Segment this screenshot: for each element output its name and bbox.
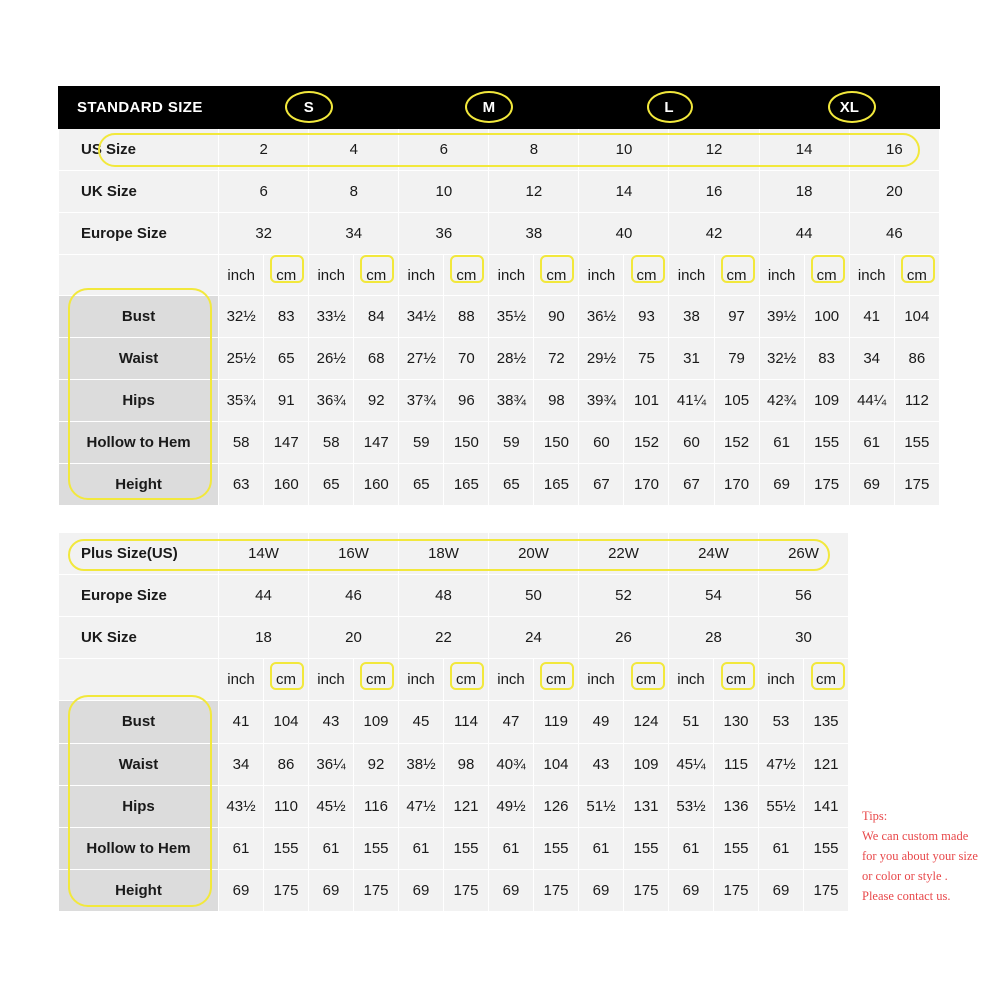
cell: 83 [804, 338, 849, 380]
cell: 8 [489, 128, 579, 170]
cell: 63 [219, 464, 264, 506]
cell: 42¾ [759, 380, 804, 422]
cell: 33½ [309, 296, 354, 338]
row-label-bust: Bust [59, 296, 219, 338]
standard-size-table [58, 86, 940, 506]
cell: 61 [669, 827, 714, 869]
cell: 61 [759, 827, 804, 869]
cell: 45½ [309, 785, 354, 827]
size-label-s: S [219, 87, 399, 129]
cell: 58 [309, 422, 354, 464]
cell: 152 [624, 422, 669, 464]
cell: 38 [489, 212, 579, 254]
cell: 43 [579, 743, 624, 785]
cell: 49 [579, 701, 624, 743]
unit-cell: inch [219, 659, 264, 701]
unit-cell: cm [804, 659, 849, 701]
cell: 58 [219, 422, 264, 464]
tips-line-3: for you about your size [862, 849, 978, 863]
cell: 84 [354, 296, 399, 338]
cell: 112 [894, 380, 939, 422]
tips-line-2: We can custom made [862, 829, 969, 843]
row-label-hollow-to-hem-2: Hollow to Hem [59, 827, 219, 869]
unit-cell: cm [534, 254, 579, 296]
cell: 114 [444, 701, 489, 743]
cell: 65 [264, 338, 309, 380]
cell: 41¼ [669, 380, 714, 422]
unit-row [59, 659, 849, 701]
cell: 53 [759, 701, 804, 743]
cell: 36¾ [309, 380, 354, 422]
cell: 12 [489, 170, 579, 212]
unit-cell: inch [489, 254, 534, 296]
cell: 160 [264, 464, 309, 506]
cell: 24 [489, 617, 579, 659]
cell: 83 [264, 296, 309, 338]
cell: 35¾ [219, 380, 264, 422]
cell: 28 [669, 617, 759, 659]
cell: 36¼ [309, 743, 354, 785]
unit-row-label-2 [59, 659, 219, 701]
cell: 10 [399, 170, 489, 212]
cell: 43½ [219, 785, 264, 827]
cell: 42 [669, 212, 759, 254]
cell: 175 [534, 869, 579, 911]
cell: 155 [264, 827, 309, 869]
cell: 47½ [399, 785, 444, 827]
cell: 104 [534, 743, 579, 785]
cell: 22W [579, 533, 669, 575]
cell: 32 [219, 212, 309, 254]
cell: 86 [894, 338, 939, 380]
cell: 155 [624, 827, 669, 869]
unit-row [59, 254, 940, 296]
cell: 155 [804, 827, 849, 869]
cell: 34 [309, 212, 399, 254]
cell: 175 [804, 869, 849, 911]
unit-row-label [59, 254, 219, 296]
cell: 170 [624, 464, 669, 506]
cell: 60 [579, 422, 624, 464]
cell: 69 [219, 869, 264, 911]
table-row [59, 128, 940, 170]
unit-cell: cm [354, 659, 399, 701]
cell: 18W [399, 533, 489, 575]
cell: 47½ [759, 743, 804, 785]
cell: 155 [894, 422, 939, 464]
plus-size-table [58, 532, 849, 912]
cell: 25½ [219, 338, 264, 380]
table-row [59, 617, 849, 659]
row-label-hollow-to-hem: Hollow to Hem [59, 422, 219, 464]
cell: 61 [579, 827, 624, 869]
cell: 67 [579, 464, 624, 506]
cell: 96 [444, 380, 489, 422]
table-row [59, 827, 849, 869]
cell: 69 [489, 869, 534, 911]
row-label-uk-size: UK Size [59, 170, 219, 212]
cell: 175 [444, 869, 489, 911]
cell: 36½ [579, 296, 624, 338]
unit-cell: inch [669, 254, 714, 296]
cell: 52 [579, 575, 669, 617]
cell: 104 [264, 701, 309, 743]
row-label-us-size: US Size [59, 128, 219, 170]
table-row [59, 170, 940, 212]
cell: 147 [354, 422, 399, 464]
table-row [59, 701, 849, 743]
cell: 75 [624, 338, 669, 380]
cell: 41 [849, 296, 894, 338]
cell: 59 [489, 422, 534, 464]
tips-line-4: or color or style . [862, 869, 948, 883]
table-row [59, 296, 940, 338]
unit-cell: inch [669, 659, 714, 701]
cell: 155 [354, 827, 399, 869]
cell: 109 [354, 701, 399, 743]
cell: 46 [309, 575, 399, 617]
row-label-europe-size: Europe Size [59, 212, 219, 254]
table-row [59, 533, 849, 575]
cell: 155 [714, 827, 759, 869]
cell: 20 [849, 170, 939, 212]
cell: 44 [219, 575, 309, 617]
tips-line-5: Please contact us. [862, 889, 951, 903]
unit-cell: inch [219, 254, 264, 296]
cell: 119 [534, 701, 579, 743]
cell: 18 [219, 617, 309, 659]
cell: 104 [894, 296, 939, 338]
cell: 59 [399, 422, 444, 464]
cell: 61 [309, 827, 354, 869]
cell: 105 [714, 380, 759, 422]
standard-size-header-row [59, 87, 940, 129]
cell: 175 [264, 869, 309, 911]
cell: 54 [669, 575, 759, 617]
row-label-plus-size-us: Plus Size(US) [59, 533, 219, 575]
cell: 124 [624, 701, 669, 743]
cell: 39½ [759, 296, 804, 338]
cell: 37¾ [399, 380, 444, 422]
cell: 98 [534, 380, 579, 422]
unit-cell: inch [759, 659, 804, 701]
cell: 175 [624, 869, 669, 911]
cell: 4 [309, 128, 399, 170]
cell: 61 [759, 422, 804, 464]
unit-cell: cm [894, 254, 939, 296]
cell: 69 [759, 464, 804, 506]
cell: 38½ [399, 743, 444, 785]
size-label-m: M [399, 87, 579, 129]
cell: 55½ [759, 785, 804, 827]
cell: 20 [309, 617, 399, 659]
row-label-europe-size-2: Europe Size [59, 575, 219, 617]
cell: 39¾ [579, 380, 624, 422]
cell: 45 [399, 701, 444, 743]
cell: 32½ [219, 296, 264, 338]
standard-size-title: STANDARD SIZE [59, 87, 219, 129]
cell: 79 [714, 338, 759, 380]
cell: 26½ [309, 338, 354, 380]
cell: 61 [399, 827, 444, 869]
cell: 135 [804, 701, 849, 743]
unit-cell: inch [579, 254, 624, 296]
cell: 65 [489, 464, 534, 506]
tips-note [862, 806, 994, 906]
cell: 175 [354, 869, 399, 911]
cell: 16 [669, 170, 759, 212]
row-label-height: Height [59, 464, 219, 506]
cell: 165 [444, 464, 489, 506]
cell: 65 [399, 464, 444, 506]
cell: 141 [804, 785, 849, 827]
cell: 6 [219, 170, 309, 212]
cell: 165 [534, 464, 579, 506]
tips-line-1: Tips: [862, 809, 888, 823]
unit-cell: inch [489, 659, 534, 701]
cell: 130 [714, 701, 759, 743]
unit-cell: inch [399, 659, 444, 701]
cell: 115 [714, 743, 759, 785]
row-label-bust-2: Bust [59, 701, 219, 743]
cell: 28½ [489, 338, 534, 380]
table-row [59, 422, 940, 464]
table-row [59, 212, 940, 254]
cell: 67 [669, 464, 714, 506]
cell: 8 [309, 170, 399, 212]
cell: 48 [399, 575, 489, 617]
cell: 32½ [759, 338, 804, 380]
table-row [59, 575, 849, 617]
row-label-hips: Hips [59, 380, 219, 422]
cell: 34½ [399, 296, 444, 338]
unit-cell: cm [534, 659, 579, 701]
unit-cell: cm [714, 659, 759, 701]
unit-cell: inch [399, 254, 444, 296]
unit-cell: inch [309, 659, 354, 701]
cell: 41 [219, 701, 264, 743]
cell: 40¾ [489, 743, 534, 785]
cell: 38 [669, 296, 714, 338]
cell: 69 [849, 464, 894, 506]
cell: 51 [669, 701, 714, 743]
cell: 72 [534, 338, 579, 380]
unit-cell: cm [264, 659, 309, 701]
cell: 34 [219, 743, 264, 785]
cell: 61 [489, 827, 534, 869]
unit-cell: inch [309, 254, 354, 296]
row-label-waist-2: Waist [59, 743, 219, 785]
cell: 150 [534, 422, 579, 464]
cell: 88 [444, 296, 489, 338]
cell: 31 [669, 338, 714, 380]
cell: 20W [489, 533, 579, 575]
unit-cell: cm [714, 254, 759, 296]
cell: 14W [219, 533, 309, 575]
plus-size-chart [58, 532, 848, 912]
unit-cell: cm [444, 254, 489, 296]
unit-cell: cm [444, 659, 489, 701]
cell: 69 [759, 869, 804, 911]
cell: 46 [849, 212, 939, 254]
unit-cell: inch [579, 659, 624, 701]
cell: 60 [669, 422, 714, 464]
cell: 97 [714, 296, 759, 338]
cell: 53½ [669, 785, 714, 827]
cell: 14 [759, 128, 849, 170]
cell: 155 [804, 422, 849, 464]
cell: 27½ [399, 338, 444, 380]
unit-cell: inch [849, 254, 894, 296]
cell: 175 [894, 464, 939, 506]
cell: 109 [804, 380, 849, 422]
row-label-uk-size-2: UK Size [59, 617, 219, 659]
cell: 16 [849, 128, 939, 170]
cell: 175 [804, 464, 849, 506]
cell: 24W [669, 533, 759, 575]
cell: 35½ [489, 296, 534, 338]
cell: 2 [219, 128, 309, 170]
cell: 45¼ [669, 743, 714, 785]
cell: 69 [309, 869, 354, 911]
cell: 147 [264, 422, 309, 464]
cell: 26W [759, 533, 849, 575]
cell: 22 [399, 617, 489, 659]
cell: 68 [354, 338, 399, 380]
cell: 49½ [489, 785, 534, 827]
row-label-waist: Waist [59, 338, 219, 380]
cell: 34 [849, 338, 894, 380]
cell: 50 [489, 575, 579, 617]
unit-cell: cm [624, 659, 669, 701]
cell: 43 [309, 701, 354, 743]
cell: 131 [624, 785, 669, 827]
cell: 100 [804, 296, 849, 338]
table-row [59, 743, 849, 785]
cell: 152 [714, 422, 759, 464]
table-row [59, 380, 940, 422]
unit-cell: cm [624, 254, 669, 296]
cell: 98 [444, 743, 489, 785]
table-row [59, 869, 849, 911]
cell: 51½ [579, 785, 624, 827]
cell: 110 [264, 785, 309, 827]
cell: 30 [759, 617, 849, 659]
cell: 175 [714, 869, 759, 911]
cell: 121 [444, 785, 489, 827]
cell: 126 [534, 785, 579, 827]
cell: 69 [399, 869, 444, 911]
unit-cell: cm [354, 254, 399, 296]
row-label-height-2: Height [59, 869, 219, 911]
table-row [59, 338, 940, 380]
cell: 61 [219, 827, 264, 869]
cell: 47 [489, 701, 534, 743]
cell: 155 [444, 827, 489, 869]
cell: 92 [354, 743, 399, 785]
row-label-hips-2: Hips [59, 785, 219, 827]
cell: 101 [624, 380, 669, 422]
cell: 170 [714, 464, 759, 506]
cell: 10 [579, 128, 669, 170]
cell: 26 [579, 617, 669, 659]
cell: 56 [759, 575, 849, 617]
cell: 65 [309, 464, 354, 506]
cell: 70 [444, 338, 489, 380]
cell: 44 [759, 212, 849, 254]
cell: 61 [849, 422, 894, 464]
unit-cell: inch [759, 254, 804, 296]
cell: 14 [579, 170, 669, 212]
table-row [59, 464, 940, 506]
cell: 38¾ [489, 380, 534, 422]
cell: 44¼ [849, 380, 894, 422]
cell: 150 [444, 422, 489, 464]
table-row [59, 785, 849, 827]
cell: 86 [264, 743, 309, 785]
cell: 16W [309, 533, 399, 575]
cell: 69 [579, 869, 624, 911]
size-label-xl: XL [759, 87, 939, 129]
size-label-l: L [579, 87, 759, 129]
cell: 136 [714, 785, 759, 827]
cell: 90 [534, 296, 579, 338]
cell: 18 [759, 170, 849, 212]
cell: 69 [669, 869, 714, 911]
cell: 36 [399, 212, 489, 254]
unit-cell: cm [804, 254, 849, 296]
cell: 12 [669, 128, 759, 170]
cell: 155 [534, 827, 579, 869]
cell: 160 [354, 464, 399, 506]
standard-size-chart [58, 86, 940, 506]
cell: 29½ [579, 338, 624, 380]
cell: 121 [804, 743, 849, 785]
cell: 6 [399, 128, 489, 170]
cell: 91 [264, 380, 309, 422]
unit-cell: cm [264, 254, 309, 296]
cell: 40 [579, 212, 669, 254]
cell: 116 [354, 785, 399, 827]
cell: 92 [354, 380, 399, 422]
cell: 109 [624, 743, 669, 785]
cell: 93 [624, 296, 669, 338]
